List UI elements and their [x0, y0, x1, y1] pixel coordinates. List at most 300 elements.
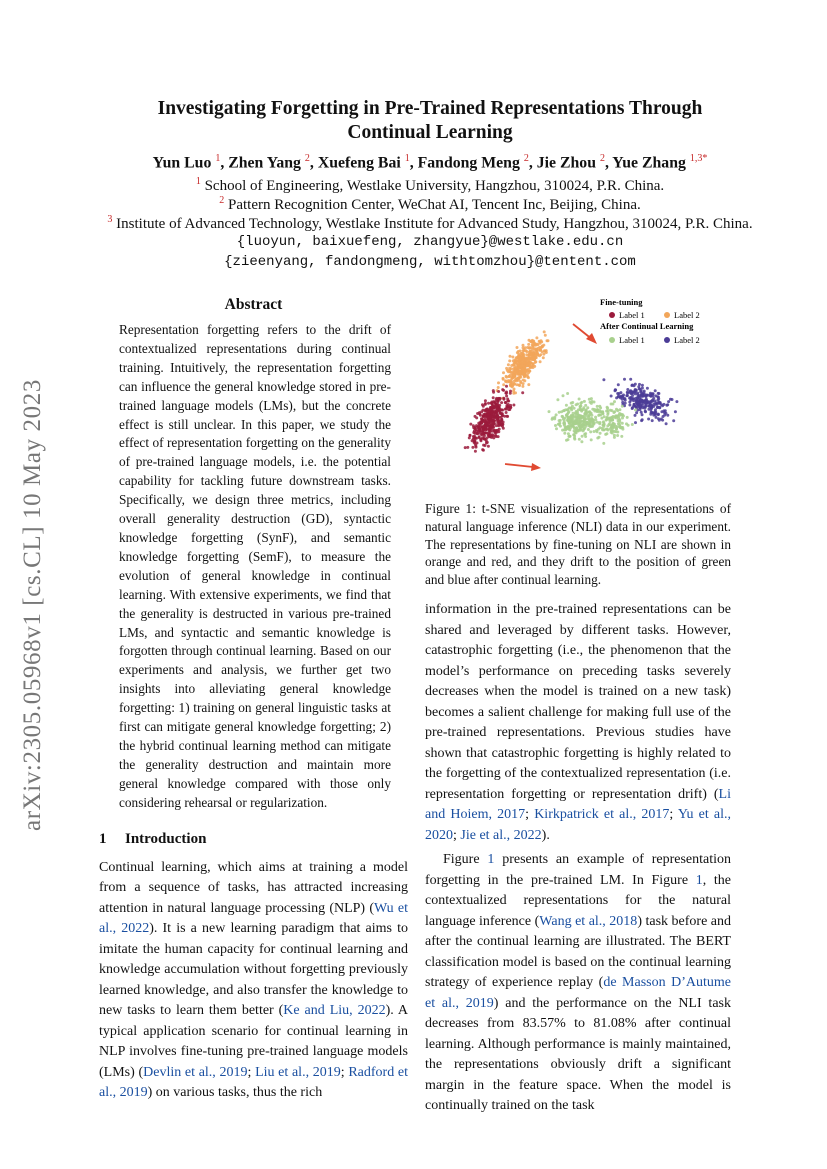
drift-arrow-bottom [505, 463, 541, 471]
scatter-point [566, 408, 569, 411]
scatter-point [575, 422, 578, 425]
scatter-point [517, 367, 520, 370]
abstract-body: Representation forgetting refers to the drift of contextualized representations during continual training. Intuitively, the representation forgetting can influence the general knowledge stored in pre-trained language models (LMs), but the concrete effect is still unclear. In this paper, we study the effect of representation forgetting on the generality of pre-trained language models, i.e. the potential capability for tackling future downstream tasks. Specifically, we design three metrics, including overall generality destruction (GD), syntactic knowledge forgetting (SynF), and semantic knowledge forgetting (SemF), to measure the evolution of general knowledge in continual learning. With extensive experiments, we find that the generality is destructed in various pre-trained LMs, and syntactic and semantic knowledge is forgotten through continual learning. Based on our experiments and analysis, we further get two insights into alleviating general knowledge forgetting: 1) training on general linguistic tasks at first can mitigate general knowledge forgetting; 2) the hybrid continual learning method can mitigate the generality destruction and maintain more general knowledge compared with those only considering rehearsal or regularization. [119, 322, 391, 810]
author-affiliation-mark: 1 [215, 153, 221, 164]
scatter-point [588, 398, 591, 401]
scatter-point [593, 421, 596, 424]
scatter-point [645, 402, 648, 405]
paragraph-text: ) on various tasks, thus the rich [147, 1085, 323, 1101]
intro-paragraph-2 [425, 600, 731, 846]
paragraph-text: ) and the performance on the NLI task decreases from 83.57% to 81.08% after continual learning. Although performance is mainly maintained, the representations obviously drift a significant margin in the feature space. When the model is continually trained on the task [425, 995, 731, 1113]
scatter-point [639, 405, 642, 408]
scatter-point [487, 402, 490, 405]
affiliation-1 [40, 176, 820, 195]
scatter-point [508, 408, 511, 411]
scatter-point [486, 441, 489, 444]
scatter-point [607, 411, 610, 414]
author-name: Jie Zhou [536, 154, 596, 172]
section-heading-introduction [99, 831, 408, 848]
scatter-point [628, 404, 631, 407]
citation-link[interactable]: Yu et al., 2020 [425, 807, 731, 843]
scatter-point [566, 392, 569, 395]
scatter-point [613, 400, 616, 403]
scatter-point [589, 430, 592, 433]
scatter-point [519, 358, 522, 361]
scatter-point [474, 415, 477, 418]
scatter-point [506, 398, 509, 401]
scatter-point [580, 440, 583, 443]
scatter-point [641, 384, 644, 387]
scatter-point [501, 409, 504, 412]
scatter-point [563, 432, 566, 435]
affiliation-text: Pattern Recognition Center, WeChat AI, Tencent Inc, Beijing, China. [228, 197, 641, 213]
scatter-point [621, 413, 624, 416]
scatter-point [505, 367, 508, 370]
scatter-point [479, 438, 482, 441]
scatter-point [471, 446, 474, 449]
scatter-point [615, 430, 618, 433]
scatter-point [614, 389, 617, 392]
scatter-point [555, 427, 558, 430]
scatter-point [469, 423, 472, 426]
scatter-point [525, 358, 528, 361]
scatter-point [578, 438, 581, 441]
scatter-point [580, 424, 583, 427]
scatter-point [477, 426, 480, 429]
scatter-point [507, 403, 510, 406]
intro-paragraph-1 [99, 858, 408, 1104]
scatter-point [500, 401, 503, 404]
paragraph-text: Figure [443, 852, 488, 867]
left-column [99, 296, 408, 1104]
scatter-point [523, 361, 526, 364]
scatter-point [669, 398, 672, 401]
scatter-point [572, 414, 575, 417]
scatter-point [548, 410, 551, 413]
scatter-point [503, 398, 506, 401]
scatter-point [534, 360, 537, 363]
scatter-point [510, 367, 513, 370]
citation-link[interactable]: Ke and Liu, 2022 [283, 1003, 386, 1019]
scatter-point [514, 379, 517, 382]
scatter-point [563, 422, 566, 425]
right-column [425, 600, 731, 1117]
scatter-point [504, 379, 507, 382]
affiliation-mark: 1 [195, 176, 201, 187]
scatter-point [583, 400, 586, 403]
scatter-point [466, 446, 469, 449]
scatter-point [556, 398, 559, 401]
scatter-point [480, 422, 483, 425]
scatter-point [509, 390, 512, 393]
scatter-point [544, 334, 547, 337]
scatter-point [573, 427, 576, 430]
citation-link[interactable]: Jie et al., 2022 [460, 827, 542, 843]
scatter-point [631, 394, 634, 397]
title-line-2: Continual Learning [347, 122, 513, 143]
scatter-point [522, 344, 525, 347]
scatter-point [675, 400, 678, 403]
scatter-point [527, 343, 530, 346]
scatter-point [667, 400, 670, 403]
scatter-point [596, 430, 599, 433]
scatter-point [522, 382, 525, 385]
scatter-point [646, 387, 649, 390]
scatter-point [585, 411, 588, 414]
citation-link[interactable]: de Masson D’Autume et al., 2019 [425, 975, 731, 1011]
scatter-point [529, 366, 532, 369]
citation-link[interactable]: Devlin et al., 2019 [143, 1064, 248, 1080]
scatter-point [610, 416, 613, 419]
scatter-point [631, 423, 634, 426]
scatter-point [606, 406, 609, 409]
scatter-point [565, 439, 568, 442]
scatter-point [488, 427, 491, 430]
scatter-point [559, 419, 562, 422]
scatter-point [583, 422, 586, 425]
citation-link[interactable]: Liu et al., 2019 [255, 1064, 341, 1080]
scatter-point [505, 376, 508, 379]
scatter-point [579, 405, 582, 408]
scatter-point [514, 368, 517, 371]
paragraph-text: ) task before and after the continual learning are illustrated. The BERT classification model is based on the continual learning strategy of experience replay ( [425, 913, 732, 990]
scatter-point [502, 383, 505, 386]
scatter-point [542, 356, 545, 359]
scatter-point [541, 345, 544, 348]
scatter-point [523, 349, 526, 352]
scatter-point [613, 410, 616, 413]
scatter-point [650, 393, 653, 396]
affiliation-3 [40, 214, 820, 233]
author-name: Fandong Meng [417, 154, 520, 172]
scatter-point [476, 412, 479, 415]
scatter-point [522, 372, 525, 375]
abstract-heading: Abstract [224, 296, 283, 313]
scatter-point [486, 437, 489, 440]
affiliation-mark: 3 [107, 214, 113, 225]
scatter-point [580, 401, 583, 404]
scatter-point [618, 423, 621, 426]
scatter-point [492, 436, 495, 439]
scatter-point [573, 435, 576, 438]
scatter-point [631, 406, 634, 409]
scatter-point [528, 370, 531, 373]
scatter-point [492, 396, 495, 399]
scatter-point [599, 432, 602, 435]
scatter-point [621, 398, 624, 401]
section-number: 1 [99, 830, 107, 847]
scatter-point [581, 435, 584, 438]
scatter-point [525, 369, 528, 372]
scatter-point [604, 433, 607, 436]
scatter-point [590, 425, 593, 428]
scatter-point [564, 426, 567, 429]
scatter-point [504, 408, 507, 411]
scatter-point [616, 434, 619, 437]
scatter-point [505, 395, 508, 398]
scatter-point [586, 421, 589, 424]
scatter-point [557, 423, 560, 426]
scatter-point [641, 387, 644, 390]
scatter-point [516, 383, 519, 386]
scatter-point [522, 379, 525, 382]
scatter-point [499, 397, 502, 400]
scatter-point [511, 356, 514, 359]
scatter-point [634, 414, 637, 417]
author-affiliation-mark: 2 [304, 153, 310, 164]
scatter-point [547, 339, 550, 342]
scatter-point [479, 432, 482, 435]
paragraph-text: ; [340, 1064, 349, 1080]
scatter-point [488, 425, 491, 428]
scatter-point [613, 423, 616, 426]
scatter-point [497, 435, 500, 438]
scatter-point [480, 418, 483, 421]
scatter-point [565, 404, 568, 407]
scatter-point [505, 411, 508, 414]
scatter-point [526, 364, 529, 367]
scatter-point [477, 422, 480, 425]
scatter-point [492, 400, 495, 403]
scatter-point [542, 353, 545, 356]
citation-link[interactable]: 1 [695, 872, 703, 888]
scatter-point [658, 401, 661, 404]
scatter-point [638, 383, 641, 386]
scatter-point [621, 428, 624, 431]
title-line-1: Investigating Forgetting in Pre-Trained Representations Through [157, 98, 703, 119]
scatter-point [489, 407, 492, 410]
scatter-point [495, 424, 498, 427]
scatter-point [482, 427, 485, 430]
scatter-point [654, 394, 657, 397]
scatter-point [593, 401, 596, 404]
scatter-point [598, 413, 601, 416]
scatter-point [661, 419, 664, 422]
scatter-point [636, 396, 639, 399]
scatter-point [504, 392, 507, 395]
scatter-point [641, 413, 644, 416]
scatter-point [563, 420, 566, 423]
scatter-point [543, 330, 546, 333]
scatter-point [479, 414, 482, 417]
author-affiliation-mark: 1 [404, 153, 410, 164]
citation-link[interactable]: Wang et al., 2018 [539, 913, 638, 929]
scatter-point [517, 377, 520, 380]
scatter-point [622, 394, 625, 397]
scatter-point [587, 428, 590, 431]
scatter-point [663, 403, 666, 406]
scatter-point [561, 415, 564, 418]
email-line-2[interactable]: {zieenyang, fandongmeng, withtomzhou}@tentent.com [224, 254, 636, 270]
scatter-point [657, 413, 660, 416]
scatter-point [571, 401, 574, 404]
citation-link[interactable]: Kirkpatrick et al., 2017 [534, 807, 670, 822]
scatter-point [634, 408, 637, 411]
scatter-point [624, 402, 627, 405]
scatter-point [615, 427, 618, 430]
scatter-point [574, 413, 577, 416]
scatter-point [626, 391, 629, 394]
scatter-point [491, 417, 494, 420]
scatter-point [532, 351, 535, 354]
scatter-point [514, 359, 517, 362]
scatter-point [508, 359, 511, 362]
scatter-point [564, 428, 567, 431]
scatter-point [577, 421, 580, 424]
scatter-point [582, 427, 585, 430]
scatter-point [627, 424, 630, 427]
scatter-point [596, 421, 599, 424]
scatter-point [509, 374, 512, 377]
citation-link[interactable]: Radford et al., 2019 [99, 1064, 409, 1101]
scatter-point [521, 385, 524, 388]
scatter-point [539, 360, 542, 363]
scatter-point [482, 444, 485, 447]
scatter-point [493, 406, 496, 409]
scatter-point [617, 395, 620, 398]
scatter-point [654, 389, 657, 392]
scatter-point [626, 416, 629, 419]
citation-link[interactable]: Li and Hoiem, 2017 [425, 786, 731, 822]
scatter-point [666, 403, 669, 406]
scatter-point [626, 394, 629, 397]
scatter-point [600, 417, 603, 420]
scatter-point [630, 384, 633, 387]
legend-heading-after-cl: After Continual Learning [600, 321, 694, 331]
scatter-point [628, 401, 631, 404]
scatter-point [629, 390, 632, 393]
scatter-point [635, 411, 638, 414]
scatter-point [633, 391, 636, 394]
scatter-point [621, 405, 624, 408]
scatter-point [520, 364, 523, 367]
paragraph-text: ; [453, 827, 461, 843]
scatter-point [480, 410, 483, 413]
scatter-point [535, 336, 538, 339]
scatter-point [551, 417, 554, 420]
scatter-point [516, 346, 519, 349]
scatter-point [500, 418, 503, 421]
scatter-point [529, 354, 532, 357]
scatter-point [484, 414, 487, 417]
scatter-point [590, 438, 593, 441]
legend-label: Label 1 [619, 335, 645, 345]
scatter-point [620, 435, 623, 438]
scatter-point [512, 376, 515, 379]
scatter-point [608, 423, 611, 426]
scatter-point [534, 356, 537, 359]
arxiv-identifier-stamp: arXiv:2305.05968v1 [cs.CL] 10 May 2023 [19, 379, 46, 831]
scatter-point [482, 449, 485, 452]
scatter-point [492, 423, 495, 426]
figure-1-caption: Figure 1: t-SNE visualization of the representations of natural language inference (NLI) data in our experiment. The representations by fine-tuning on NLI are shown in orange and red, and they drift to the position of green and blue after continual learning. [425, 501, 731, 588]
scatter-point [496, 408, 499, 411]
scatter-point [654, 411, 657, 414]
scatter-point [492, 391, 495, 394]
scatter-point [634, 421, 637, 424]
email-line-1[interactable]: {luoyun, baixuefeng, zhangyue}@westlake.edu.cn [236, 234, 624, 250]
scatter-point [509, 355, 512, 358]
author-name: Yun Luo [152, 154, 212, 172]
scatter-point [615, 408, 618, 411]
author-affiliation-mark: 2 [523, 153, 529, 164]
paragraph-text: presents an example of representation forgetting in the pre-trained LM. In Figure [425, 852, 731, 888]
scatter-point [502, 427, 505, 430]
scatter-point [521, 368, 524, 371]
scatter-point [525, 350, 528, 353]
scatter-point [507, 370, 510, 373]
scatter-point [472, 424, 475, 427]
scatter-point [484, 403, 487, 406]
scatter-point [657, 417, 660, 420]
scatter-point [610, 395, 613, 398]
legend-marker-cl-label1 [609, 337, 615, 343]
affiliation-text: School of Engineering, Westlake University, Hangzhou, 310024, P.R. China. [204, 178, 665, 194]
paragraph-text: ). A typical application scenario for continual learning in NLP involves fine-tuning pre-trained language models (LMs) ( [99, 1003, 409, 1080]
scatter-point [475, 428, 478, 431]
paragraph-text: ). It is a new learning paradigm that aims to imitate the human capacity for continual learning and knowledge accumulation without forgetting previously learned knowledge, and also transfer the knowledge to new tasks to learn them better ( [99, 921, 408, 1019]
scatter-point [532, 358, 535, 361]
scatter-point [665, 422, 668, 425]
scatter-point [575, 403, 578, 406]
scatter-point [511, 385, 514, 388]
scatter-point [566, 414, 569, 417]
scatter-point [495, 398, 498, 401]
scatter-point [464, 446, 467, 449]
paper-title [100, 97, 760, 145]
citation-link[interactable]: 1 [487, 852, 495, 867]
paragraph-text: , the contextualized representations for the natural language inference ( [425, 872, 731, 929]
scatter-point [601, 428, 604, 431]
scatter-point [496, 419, 499, 422]
paragraph-text: ; [525, 807, 535, 822]
scatter-point [640, 398, 643, 401]
scatter-point [632, 399, 635, 402]
scatter-point [619, 426, 622, 429]
scatter-point [610, 403, 613, 406]
author-name: Zhen Yang [228, 154, 301, 172]
scatter-point [514, 391, 517, 394]
scatter-point [662, 415, 665, 418]
scatter-point [533, 342, 536, 345]
citation-link[interactable]: Wu et al., 2022 [99, 900, 408, 937]
legend-label: Label 2 [674, 310, 700, 320]
scatter-point [654, 413, 657, 416]
scatter-point [657, 392, 660, 395]
paragraph-text: ). [541, 827, 550, 843]
author-affiliation-mark: 2 [599, 153, 605, 164]
scatter-point [493, 429, 496, 432]
scatter-point [519, 371, 522, 374]
scatter-point [543, 349, 546, 352]
scatter-points [464, 330, 679, 452]
scatter-point [484, 399, 487, 402]
intro-paragraph-3 [425, 850, 731, 1117]
scatter-point [578, 427, 581, 430]
legend-heading-fine-tuning: Fine-tuning [600, 297, 643, 307]
tsne-scatter-svg [433, 292, 723, 482]
scatter-point [469, 434, 472, 437]
scatter-point [674, 410, 677, 413]
scatter-point [531, 339, 534, 342]
scatter-point [578, 398, 581, 401]
scatter-point [629, 378, 632, 381]
legend-label: Label 2 [674, 335, 700, 345]
scatter-point [623, 378, 626, 381]
scatter-point [664, 409, 667, 412]
scatter-point [539, 349, 542, 352]
figure-legend [600, 297, 700, 345]
